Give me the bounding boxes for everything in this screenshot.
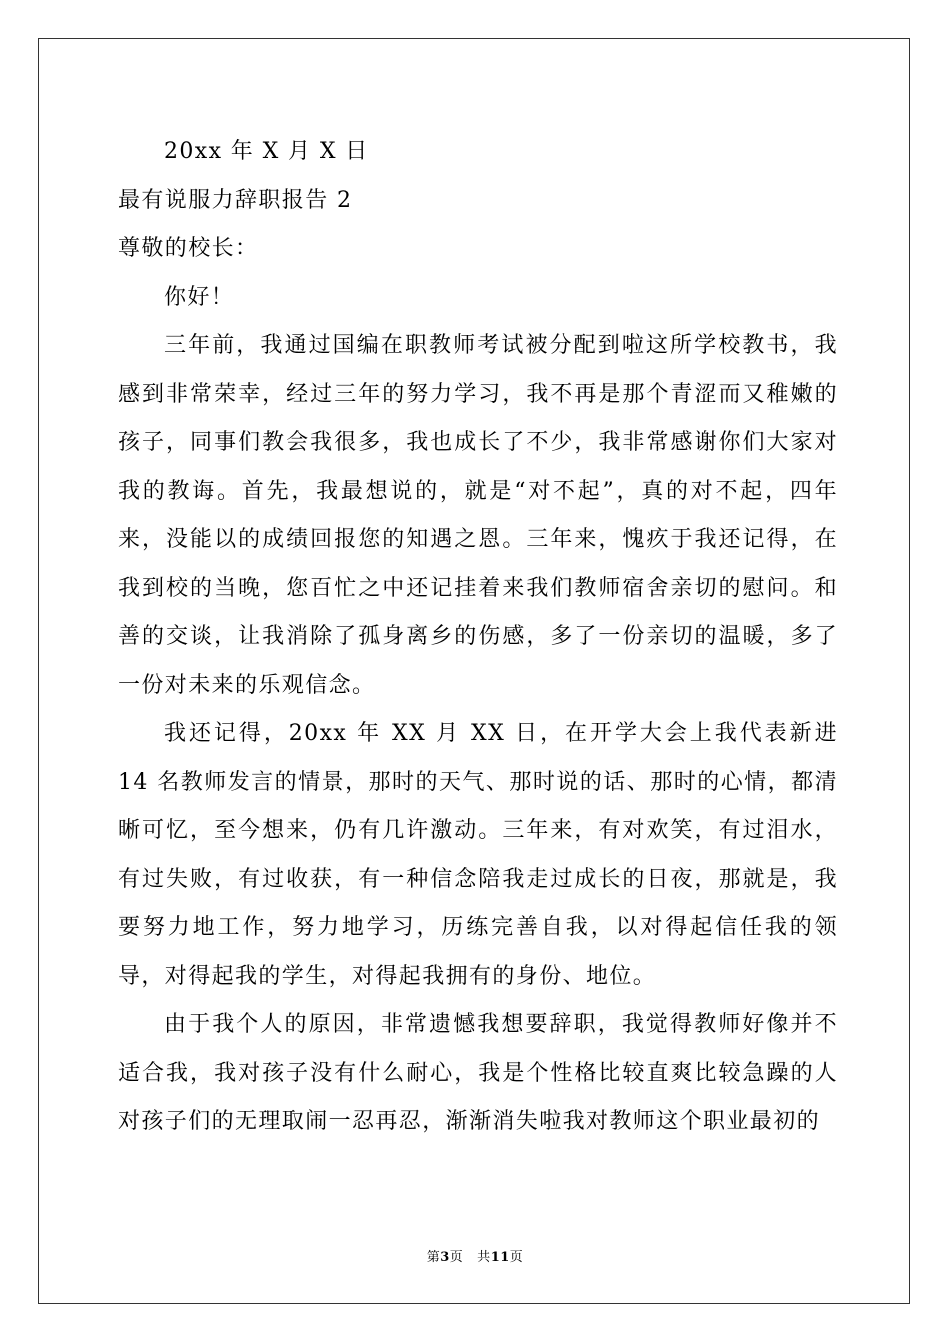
paragraph-2: 我还记得，20xx 年 XX 月 XX 日，在开学大会上我代表新进 14 名教师发言的情景，那时的天气、那时说的话、那时的心情，都清晰可忆，至今想来，仍有几许激动。三年来，有对欢笑，有过泪水，有过失败，有过收获，有一种信念陪我走过成长的日夜，那就是，我要努力地工作，努力地学习，历练完善自我，以对得起信任我的领导，对得起我的学生，对得起我拥有的身份、地位。 <box>118 721 838 989</box>
footer-prefix: 第 <box>426 1250 441 1265</box>
footer-page-word: 页 <box>449 1250 464 1265</box>
total-pages-number: 11 <box>490 1250 510 1265</box>
footer-total-suffix: 页 <box>509 1250 524 1265</box>
date-line: 20xx 年 X 月 X 日 <box>164 139 369 164</box>
document-body <box>118 128 838 1147</box>
paragraph-1: 三年前，我通过国编在职教师考试被分配到啦这所学校教书，我感到非常荣幸，经过三年的努力学习，我不再是那个青涩而又稚嫩的孩子，同事们教会我很多，我也成长了不少，我非常感谢你们大家对我的教诲。首先，我最想说的，就是“对不起”，真的对不起，四年来，没能以的成绩回报您的知遇之恩。三年来，愧疚于我还记得，在我到校的当晚，您百忙之中还记挂着来我们教师宿舍亲切的慰问。和善的交谈，让我消除了孤身离乡的伤感，多了一份亲切的温暖，多了一份对未来的乐观信念。 <box>118 333 838 698</box>
footer-total-prefix: 共 <box>477 1250 491 1265</box>
current-page-number: 3 <box>440 1250 450 1265</box>
paragraph-3: 由于我个人的原因，非常遗憾我想要辞职，我觉得教师好像并不适合我，我对孩子没有什么耐心，我是个性格比较直爽比较急躁的人对孩子们的无理取闹一忍再忍，渐渐消失啦我对教师这个职业最初的 <box>118 1012 838 1134</box>
salutation: 尊敬的校长： <box>118 236 259 261</box>
page-footer <box>0 1246 950 1265</box>
document-heading: 最有说服力辞职报告 2 <box>118 187 353 213</box>
greeting: 你好！ <box>164 284 235 310</box>
